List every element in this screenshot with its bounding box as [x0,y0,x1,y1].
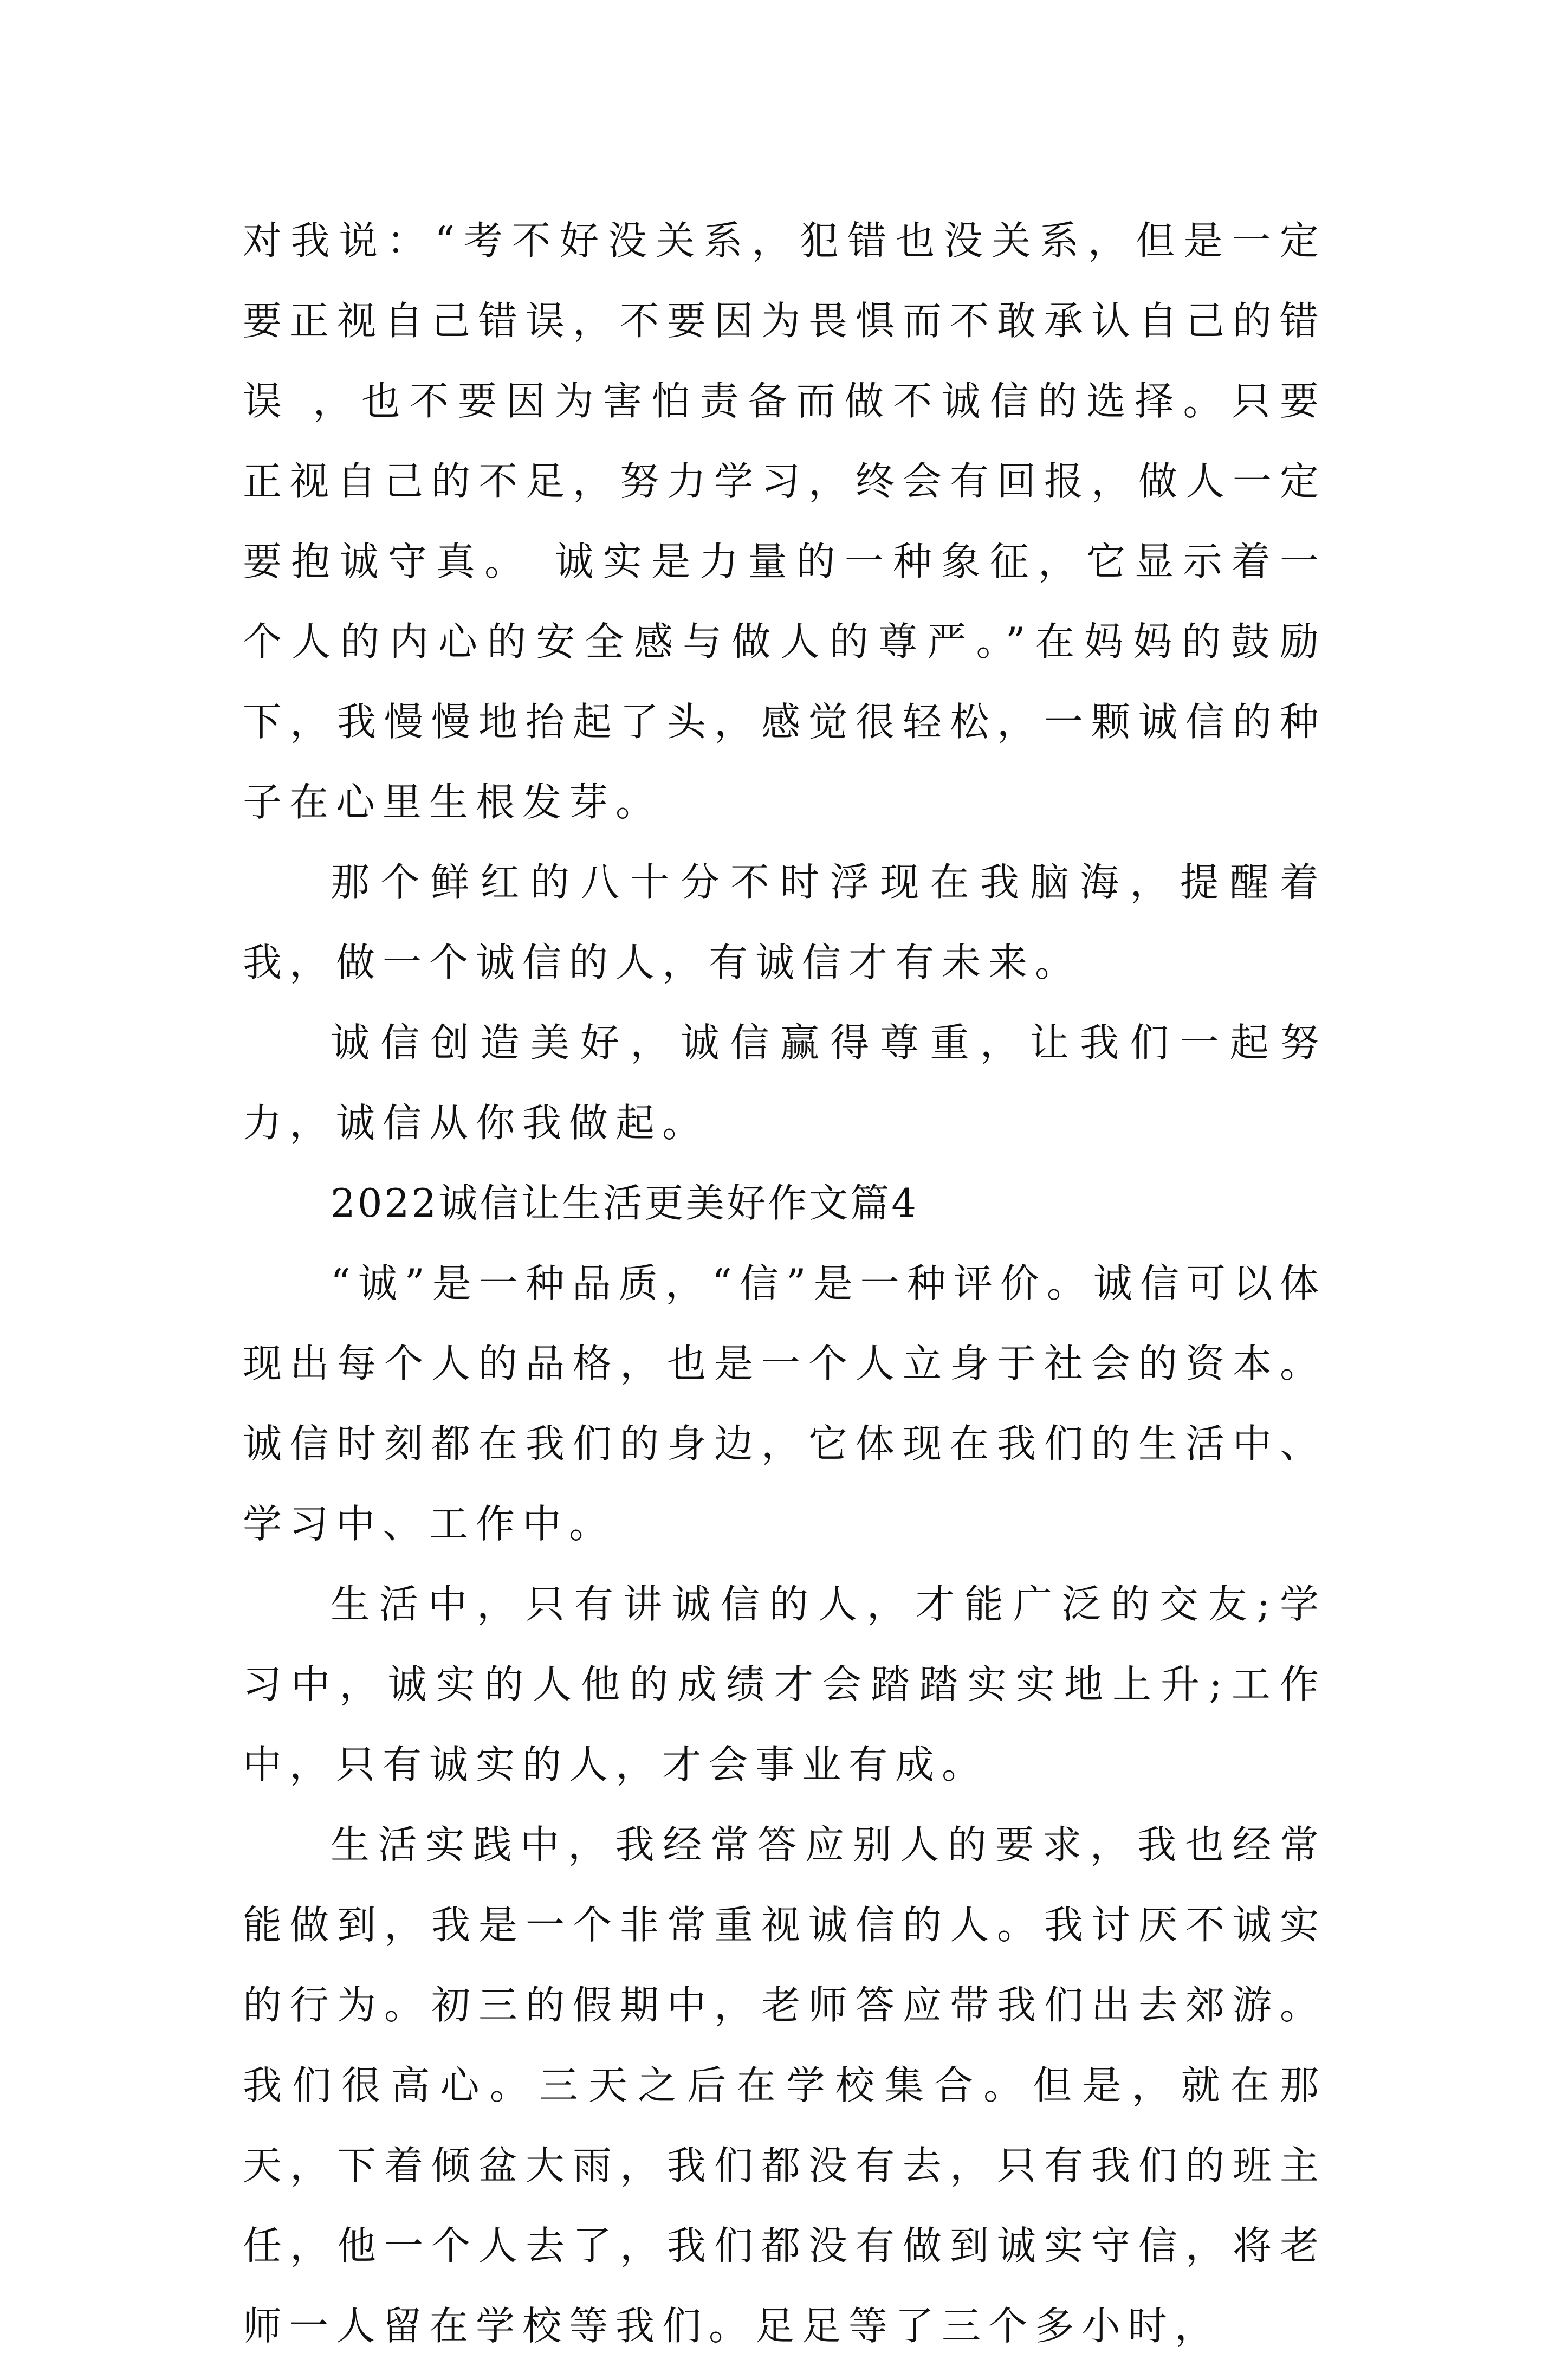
paragraph: “诚”是一种品质，“信”是一种评价。诚信可以体现出每个人的品格，也是一个人立身于社会的资本。诚信时刻都在我们的身边，它体现在我们的生活中、学习中、工作中。 [243,1260,1326,1547]
paragraph: 生活实践中，我经常答应别人的要求，我也经常能做到，我是一个非常重视诚信的人。我讨厌不诚实的行为。初三的假期中，老师答应带我们出去郊游。我们很高心。三天之后在学校集合。但是，就在那天，下着倾盆大雨，我们都没有去，只有我们的班主任，他一个人去了，我们都没有做到诚实守信，将老师一人留在学校等我们。足足等了三个多小时， [243,1822,1326,2349]
document-body [243,201,1326,2366]
paragraph: 那个鲜红的八十分不时浮现在我脑海，提醒着我，做一个诚信的人，有诚信才有未来。 [243,859,1326,985]
section-heading: 2022诚信让生活更美好作文篇4 [331,1180,919,1226]
paragraph-continuation: 对我说：“考不好没关系，犯错也没关系，但是一定要正视自己错误，不要因为畏惧而不敢承认自己的错误 ，也不要因为害怕责备而做不诚信的选择。只要正视自己的不足，努力学习，终会有回报，做人一定要抱诚守真。 诚实是力量的一种象征，它显示着一个人的内心的安全感与做人的尊严。”在妈妈的鼓励下，我慢慢地抬起了头，感觉很轻松，一颗诚信的种子在心里生根发芽。 [243,218,1326,825]
paragraph: 诚信创造美好，诚信赢得尊重，让我们一起努力，诚信从你我做起。 [243,1020,1326,1146]
paragraph: 生活中，只有讲诚信的人，才能广泛的交友;学习中，诚实的人他的成绩才会踏踏实实地上升;工作中，只有诚实的人，才会事业有成。 [243,1581,1326,1787]
